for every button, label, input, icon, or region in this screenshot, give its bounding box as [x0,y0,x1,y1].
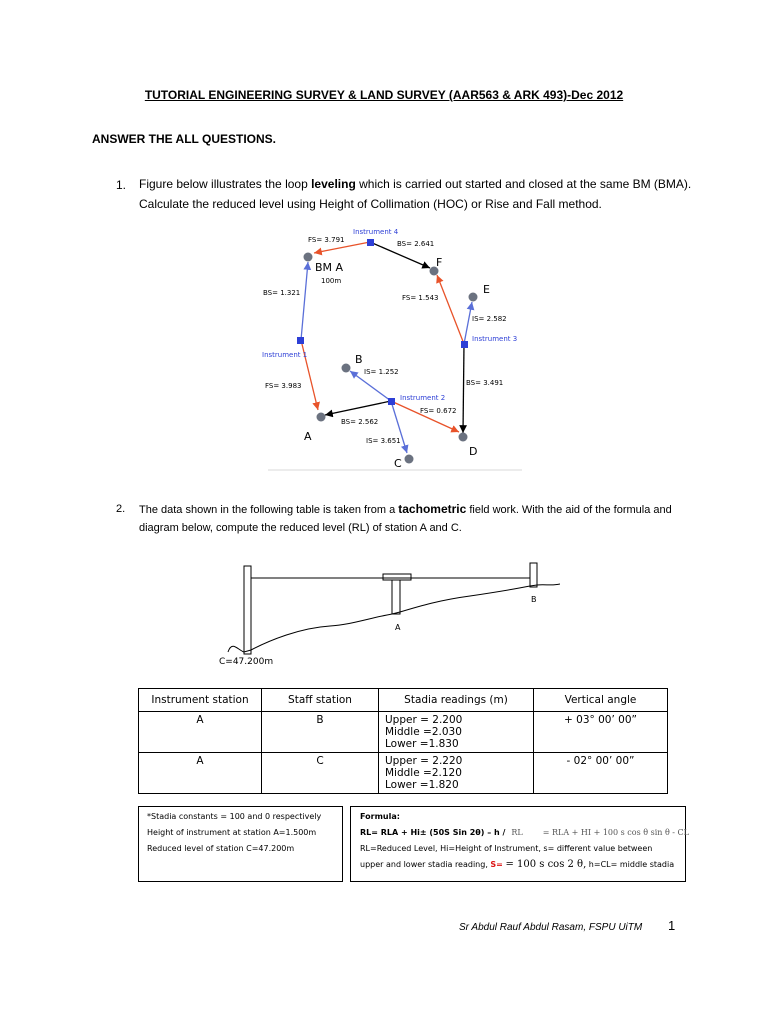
question-2-text [139,500,699,537]
loop-leveling-figure [250,224,530,474]
staff-c [244,566,251,654]
rl-formula: RL= RLA + Hi± (50S Sin 2θ) – h / [360,828,506,837]
header-staff-station: Staff station [262,689,379,712]
cell-vertical-angle: + 03° 00’ 00” [534,712,668,753]
fs-3983-label: FS= 3.983 [265,382,302,390]
instrument-head [383,574,411,580]
station-d-marker [459,433,468,442]
station-bma-marker [304,253,313,262]
section-heading: ANSWER THE ALL QUESTIONS. [92,132,277,146]
note-stadia-constants: *Stadia constants = 100 and 0 respectively [147,812,322,821]
cell-instrument: A [139,753,262,794]
is-2582-line [464,302,472,344]
q1-text-a: Figure below illustrates the loop [139,177,312,191]
station-a-point-label: A [395,623,401,632]
is-3651-label: IS= 3.651 [366,437,401,445]
station-a-label: A [304,430,312,443]
bma-rl-label: 100m [321,277,342,285]
station-b-point-label: B [531,595,537,604]
q1-text-b: which is carried out started and closed at the same BM (BMA). [355,177,692,191]
station-c-level-label: C=47.200m [219,657,274,667]
q2-keyword: tachometric [398,502,467,516]
q1-keyword: leveling [311,177,356,191]
table-row [139,753,668,794]
instrument-1-marker [297,337,304,344]
station-c-label: C [394,457,402,470]
cell-staff: C [262,753,379,794]
instrument-4-marker [367,239,374,246]
bs-3491-line [463,344,464,433]
instrument-2-marker [388,398,395,405]
instrument-3-label: Instrument 3 [472,335,518,343]
upper-reading: Upper = 2.220 [385,755,463,767]
header-stadia-readings: Stadia readings (m) [379,689,534,712]
lower-reading: Lower =1.820 [385,779,459,791]
instrument-tripod [392,580,400,614]
stadia-text-b: h=CL= middle stadia [586,860,675,869]
lower-reading: Lower =1.830 [385,738,459,750]
station-bma-label: BM A [315,261,344,274]
q2-text-a: The data shown in the following table is taken from a [139,504,399,516]
instrument-3-marker [461,341,468,348]
stadia-formula-row [360,857,676,873]
instrument-2-label: Instrument 2 [400,394,446,402]
bs-3491-label: BS= 3.491 [466,379,504,387]
formula-definitions: RL=Reduced Level, Hi=Height of Instrument, s= different value between [360,844,653,853]
is-1252-label: IS= 1.252 [364,368,399,376]
stadia-text-a: upper and lower stadia reading, [360,860,491,869]
middle-reading: Middle =2.030 [385,726,462,738]
formula-title: Formula: [360,812,400,821]
bs-2562-line [325,401,391,415]
rl-alt-rhs: = RLA + HI + 100 s cos θ sin θ - CL [542,828,689,837]
rl-alt-lhs: RL [511,828,523,837]
footer-author: Sr Abdul Rauf Abdul Rasam, FSPU UiTM [459,922,643,933]
table-row [139,712,668,753]
station-e-label: E [483,283,490,296]
fs-1543-label: FS= 1.543 [402,294,439,302]
middle-reading: Middle =2.120 [385,767,462,779]
note-instrument-height: Height of instrument at station A=1.500m [147,828,317,837]
station-e-marker [469,293,478,302]
fs-3791-label: FS= 3.791 [308,236,345,244]
fs-1543-line [437,275,464,344]
table-header-row [139,689,668,712]
bs-2641-label: BS= 2.641 [397,240,435,248]
cell-staff: B [262,712,379,753]
staff-b [530,563,537,587]
is-3651-line [391,401,407,453]
ground-profile [228,584,560,652]
question-2-number: 2. [116,503,126,515]
question-1-number: 1. [116,178,127,192]
q2-line2: diagram below, compute the reduced level (RL) of station A and C. [139,522,462,534]
cell-instrument: A [139,712,262,753]
document-title: TUTORIAL ENGINEERING SURVEY & LAND SURVEY (AAR563 & ARK 493)-Dec 2012 [144,88,624,102]
bs-1321-line [301,262,308,340]
bs-2562-label: BS= 2.562 [341,418,379,426]
is-2582-label: IS= 2.582 [472,315,507,323]
rl-formula-row [360,825,689,841]
station-b-label: B [355,353,363,366]
station-c-marker [405,455,414,464]
station-f-label: F [436,256,443,269]
station-d-label: D [469,445,478,458]
notes-box [138,806,343,882]
q2-text-b: field work. With the aid of the formula and [466,504,672,516]
tachometric-diagram [210,560,560,672]
instrument-4-label: Instrument 4 [353,228,399,236]
station-a-marker [317,413,326,422]
station-b-marker [342,364,351,373]
instrument-1-label: Instrument 1 [262,351,308,359]
header-vertical-angle: Vertical angle [534,689,668,712]
note-reduced-level-c: Reduced level of station C=47.200m [147,844,295,853]
cell-stadia [379,753,534,794]
stadia-table [138,688,668,794]
upper-reading: Upper = 2.200 [385,714,463,726]
fs-0672-label: FS= 0.672 [420,407,457,415]
bs-1321-label: BS= 1.321 [263,289,301,297]
page-number: 1 [668,918,676,933]
cell-stadia [379,712,534,753]
formula-box [350,806,689,882]
cell-vertical-angle: - 02° 00’ 00” [534,753,668,794]
stadia-expression: = 100 s cos 2 θ, [505,859,587,870]
stadia-s-label: S= [490,860,503,869]
question-1-text [139,174,699,214]
q1-line2: Calculate the reduced level using Height of Collimation (HOC) or Rise and Fall method. [139,197,602,211]
fs-0672-line [391,401,459,432]
header-instrument-station: Instrument station [139,689,262,712]
